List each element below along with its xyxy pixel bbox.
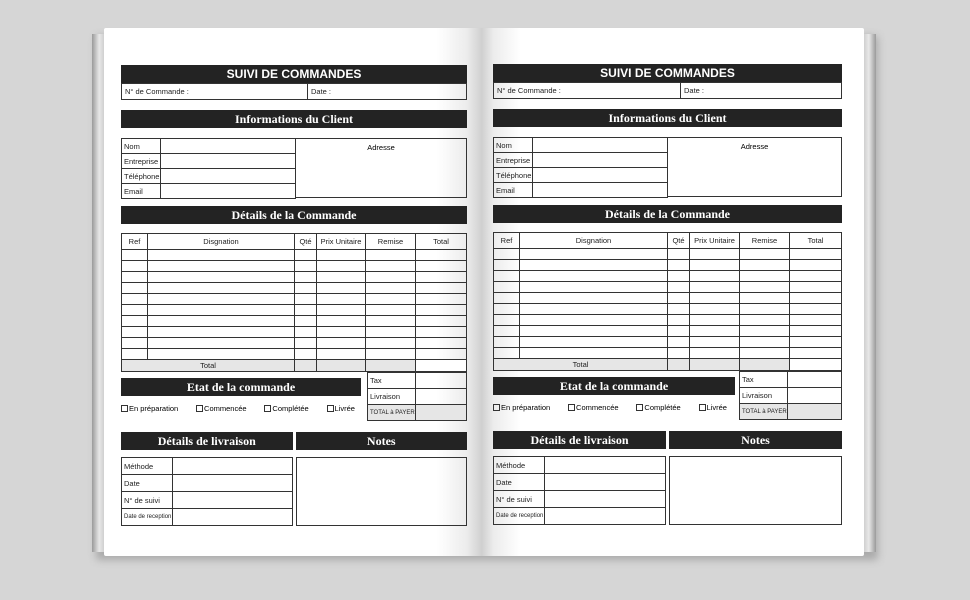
totals-box xyxy=(367,372,467,421)
order-number-field[interactable]: N° de Commande : xyxy=(493,82,681,99)
address-label: Adresse xyxy=(367,143,395,152)
table-row[interactable] xyxy=(122,338,467,349)
order-table xyxy=(493,232,842,371)
table-row[interactable] xyxy=(122,261,467,272)
status-option-started[interactable]: Commencée xyxy=(196,404,247,413)
delivery-field-label: Date de reception xyxy=(122,509,173,526)
checkbox-icon[interactable] xyxy=(699,404,706,411)
totals-table xyxy=(367,372,467,421)
table-row[interactable] xyxy=(494,282,842,293)
table-row[interactable] xyxy=(494,348,842,359)
totals-box xyxy=(739,371,842,420)
delivery-table xyxy=(493,456,666,525)
status-title: Etat de la commande xyxy=(121,378,361,396)
col-unit-price: Prix Unitaire xyxy=(317,234,366,250)
status-options xyxy=(121,404,367,413)
col-discount: Remise xyxy=(366,234,416,250)
order-total-value[interactable] xyxy=(790,359,842,371)
col-ref: Ref xyxy=(494,233,520,249)
table-row[interactable] xyxy=(122,294,467,305)
checkbox-icon[interactable] xyxy=(196,405,203,412)
col-designation: Disgnation xyxy=(520,233,668,249)
delivery-field-label: Méthode xyxy=(122,458,173,475)
delivery-field-label: Méthode xyxy=(494,457,545,474)
delivery-field-input[interactable] xyxy=(173,475,293,492)
client-field-input[interactable] xyxy=(533,153,668,168)
delivery-field-label: Date xyxy=(494,474,545,491)
address-box[interactable] xyxy=(296,138,467,198)
grand-total-label: TOTAL à PAYER xyxy=(740,404,788,420)
checkbox-icon[interactable] xyxy=(327,405,334,412)
client-field-input[interactable] xyxy=(533,168,668,183)
form-title: SUIVI DE COMMANDES xyxy=(493,64,842,82)
bottom-section xyxy=(121,432,467,526)
status-summary xyxy=(493,371,842,420)
table-row[interactable] xyxy=(494,293,842,304)
col-qty: Qté xyxy=(295,234,317,250)
order-number-field[interactable]: N° de Commande : xyxy=(121,83,308,100)
client-field-input[interactable] xyxy=(533,183,668,198)
notes-title: Notes xyxy=(669,431,842,449)
bottom-section xyxy=(493,431,842,525)
client-field-label: Email xyxy=(122,184,161,199)
delivery-title: Détails de livraison xyxy=(493,431,666,449)
col-discount: Remise xyxy=(740,233,790,249)
client-section-title: Informations du Client xyxy=(493,109,842,127)
status-option-preparation[interactable]: En préparation xyxy=(493,403,550,412)
client-field-input[interactable] xyxy=(161,184,296,199)
checkbox-icon[interactable] xyxy=(121,405,128,412)
page-stack-right xyxy=(864,34,876,552)
order-table-header xyxy=(122,234,467,250)
table-row[interactable] xyxy=(122,283,467,294)
header-row xyxy=(121,83,467,100)
delivery-field-label: Date xyxy=(122,475,173,492)
delivery-field-input[interactable] xyxy=(545,474,666,491)
notes-box[interactable] xyxy=(296,457,468,526)
totals-table xyxy=(739,371,842,420)
delivery-field-label: N° de suivi xyxy=(122,492,173,509)
tax-value[interactable] xyxy=(788,372,842,388)
checkbox-icon[interactable] xyxy=(264,405,271,412)
client-field-input[interactable] xyxy=(161,169,296,184)
table-row[interactable] xyxy=(122,250,467,261)
col-qty: Qté xyxy=(668,233,690,249)
col-designation: Disgnation xyxy=(148,234,295,250)
client-fields-table xyxy=(493,137,668,198)
col-ref: Ref xyxy=(122,234,148,250)
grand-total-value[interactable] xyxy=(788,404,842,420)
delivery-field-input[interactable] xyxy=(173,509,293,526)
shipping-label: Livraison xyxy=(368,389,416,405)
notes-section xyxy=(669,431,842,525)
order-section-title: Détails de la Commande xyxy=(121,206,467,224)
table-row[interactable] xyxy=(494,337,842,348)
client-info xyxy=(121,138,467,198)
order-total-label: Total xyxy=(494,359,668,371)
delivery-field-input[interactable] xyxy=(545,508,666,525)
table-row[interactable] xyxy=(494,304,842,315)
date-field[interactable]: Date : xyxy=(681,82,842,99)
address-label: Adresse xyxy=(740,142,769,151)
order-form xyxy=(121,65,467,526)
notes-section xyxy=(296,432,468,526)
client-field-label: Téléphone xyxy=(122,169,161,184)
client-field-input[interactable] xyxy=(533,138,668,153)
order-total-row xyxy=(494,359,842,371)
order-total-value[interactable] xyxy=(416,360,467,372)
left-page xyxy=(104,28,482,556)
delivery-field-input[interactable] xyxy=(545,491,666,508)
delivery-title: Détails de livraison xyxy=(121,432,293,450)
shipping-label: Livraison xyxy=(740,388,788,404)
right-page xyxy=(482,28,864,556)
notes-box[interactable] xyxy=(669,456,842,525)
tax-label: Tax xyxy=(740,372,788,388)
order-total-label: Total xyxy=(122,360,295,372)
status-option-delivered[interactable]: Livrée xyxy=(699,403,727,412)
order-total-row xyxy=(122,360,467,372)
date-field[interactable]: Date : xyxy=(308,83,467,100)
delivery-field-label: Date de reception xyxy=(494,508,545,525)
table-row[interactable] xyxy=(494,271,842,282)
page-stack-left xyxy=(92,34,104,552)
delivery-field-input[interactable] xyxy=(173,492,293,509)
client-field-label: Nom xyxy=(122,139,161,154)
delivery-field-input[interactable] xyxy=(173,458,293,475)
status-option-delivered[interactable]: Livrée xyxy=(327,404,355,413)
col-total: Total xyxy=(416,234,467,250)
client-field-input[interactable] xyxy=(161,139,296,154)
table-row[interactable] xyxy=(122,349,467,360)
order-table-header xyxy=(494,233,842,249)
status-option-completed[interactable]: Complétée xyxy=(636,403,680,412)
order-section-title: Détails de la Commande xyxy=(493,205,842,223)
client-field-input[interactable] xyxy=(161,154,296,169)
table-row[interactable] xyxy=(494,260,842,271)
table-row[interactable] xyxy=(494,315,842,326)
shipping-value[interactable] xyxy=(788,388,842,404)
client-field-label: Nom xyxy=(494,138,533,153)
order-table xyxy=(121,233,467,372)
status-option-started[interactable]: Commencée xyxy=(568,403,619,412)
table-row[interactable] xyxy=(122,327,467,338)
grand-total-value[interactable] xyxy=(416,405,467,421)
grand-total-label: TOTAL à PAYER xyxy=(368,405,416,421)
table-row[interactable] xyxy=(494,326,842,337)
address-box[interactable] xyxy=(668,137,842,197)
status-summary xyxy=(121,372,467,421)
table-row[interactable] xyxy=(122,272,467,283)
checkbox-icon[interactable] xyxy=(636,404,643,411)
table-row[interactable] xyxy=(122,316,467,327)
status-option-completed[interactable]: Complétée xyxy=(264,404,308,413)
client-field-label: Entreprise xyxy=(494,153,533,168)
form-title: SUIVI DE COMMANDES xyxy=(121,65,467,83)
status-section xyxy=(493,371,739,420)
notes-title: Notes xyxy=(296,432,468,450)
col-total: Total xyxy=(790,233,842,249)
table-row[interactable] xyxy=(494,249,842,260)
client-field-label: Entreprise xyxy=(122,154,161,169)
checkbox-icon[interactable] xyxy=(568,404,575,411)
tax-label: Tax xyxy=(368,373,416,389)
delivery-section xyxy=(121,432,293,526)
delivery-field-input[interactable] xyxy=(545,457,666,474)
table-row[interactable] xyxy=(122,305,467,316)
delivery-section xyxy=(493,431,666,525)
client-field-label: Téléphone xyxy=(494,168,533,183)
status-option-preparation[interactable]: En préparation xyxy=(121,404,178,413)
client-info xyxy=(493,137,842,197)
col-unit-price: Prix Unitaire xyxy=(690,233,740,249)
status-title: Etat de la commande xyxy=(493,377,735,395)
client-fields-table xyxy=(121,138,296,199)
checkbox-icon[interactable] xyxy=(493,404,500,411)
status-options xyxy=(493,403,739,412)
delivery-field-label: N° de suivi xyxy=(494,491,545,508)
client-section-title: Informations du Client xyxy=(121,110,467,128)
status-section xyxy=(121,372,367,421)
order-form xyxy=(493,64,842,525)
client-field-label: Email xyxy=(494,183,533,198)
shipping-value[interactable] xyxy=(416,389,467,405)
tax-value[interactable] xyxy=(416,373,467,389)
header-row xyxy=(493,82,842,99)
delivery-table xyxy=(121,457,293,526)
